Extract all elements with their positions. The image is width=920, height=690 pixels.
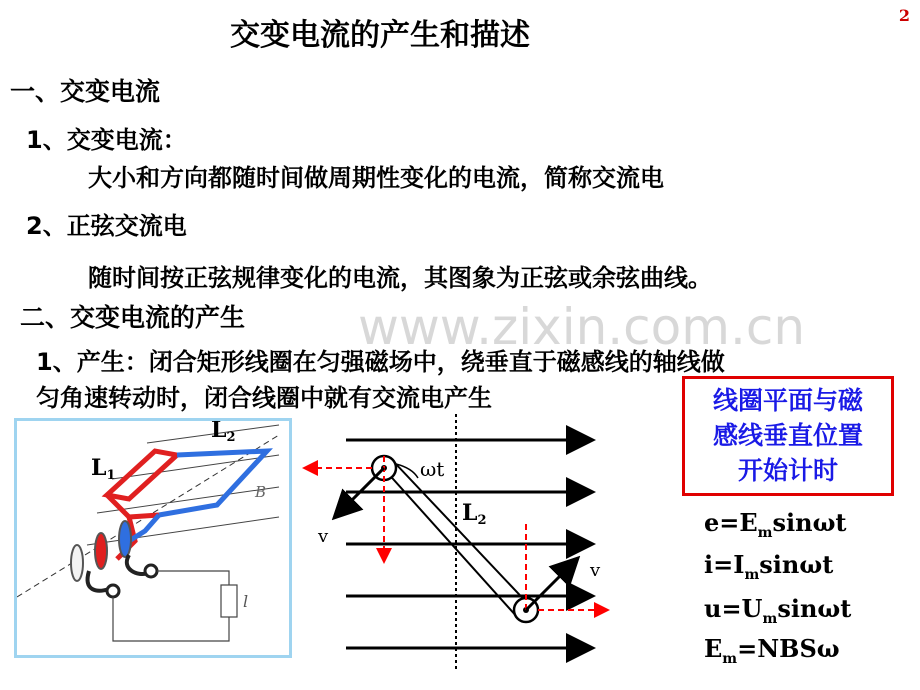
page-title: 交变电流的产生和描述: [230, 18, 530, 53]
section-heading-1: 一、交变电流: [10, 77, 161, 106]
label-v-right: v: [590, 560, 601, 581]
generation-line-1: 1、产生：闭合矩形线圈在匀强磁场中，绕垂直于磁感线的轴线做: [36, 348, 725, 376]
formula-peak-emf: $E_m=NBS\omega$: [704, 634, 840, 667]
definition-sine-ac: 随时间按正弦规律变化的电流，其图象为正弦或余弦曲线。: [88, 264, 712, 292]
page-number: 2: [898, 6, 910, 25]
label-omega-t: ωt: [420, 457, 445, 481]
formula-current: $i=I_m\sin\omega t$: [704, 550, 834, 583]
label-L1: L1: [91, 455, 116, 483]
callout-box: [682, 376, 894, 496]
slip-ring-1: [71, 545, 83, 581]
formula-emf: $e=E_m\sin\omega t$: [704, 508, 847, 541]
label-L2: L2: [211, 421, 236, 445]
load-resistor: [221, 585, 237, 617]
label-load: l: [243, 592, 249, 611]
callout-line-1: 线圈平面与磁: [712, 386, 863, 415]
velocity-arrow-right: [526, 560, 576, 610]
definition-ac: 大小和方向都随时间做周期性变化的电流，简称交流电: [88, 164, 664, 192]
label-L2-section: L2: [462, 500, 487, 528]
formula-voltage: $u=U_m\sin\omega t$: [704, 594, 852, 627]
item-heading-sine-ac: 2、正弦交流电: [26, 212, 187, 240]
item-heading-ac: 1、交变电流：: [26, 126, 187, 154]
coil-blue-side: [159, 451, 267, 515]
label-B-field: B: [255, 483, 267, 501]
callout-line-2: 感线垂直位置: [712, 421, 863, 450]
cross-section-diagram: [300, 412, 620, 672]
brush-1: [107, 585, 119, 597]
generation-line-2: 匀角速转动时，闭合线圈中就有交流电产生: [36, 384, 492, 412]
section-heading-2: 二、交变电流的产生: [20, 303, 246, 332]
brush-2: [145, 565, 157, 577]
label-v-left: v: [318, 526, 329, 547]
watermark: www.zixin.com.cn: [358, 298, 806, 356]
slip-ring-3: [119, 521, 131, 557]
callout-line-3: 开始计时: [737, 456, 838, 485]
coil-generator-diagram: [17, 421, 289, 655]
coil-generator-figure: [14, 418, 292, 658]
slip-ring-2: [95, 533, 107, 569]
coil-cross-section-figure: [300, 412, 620, 672]
